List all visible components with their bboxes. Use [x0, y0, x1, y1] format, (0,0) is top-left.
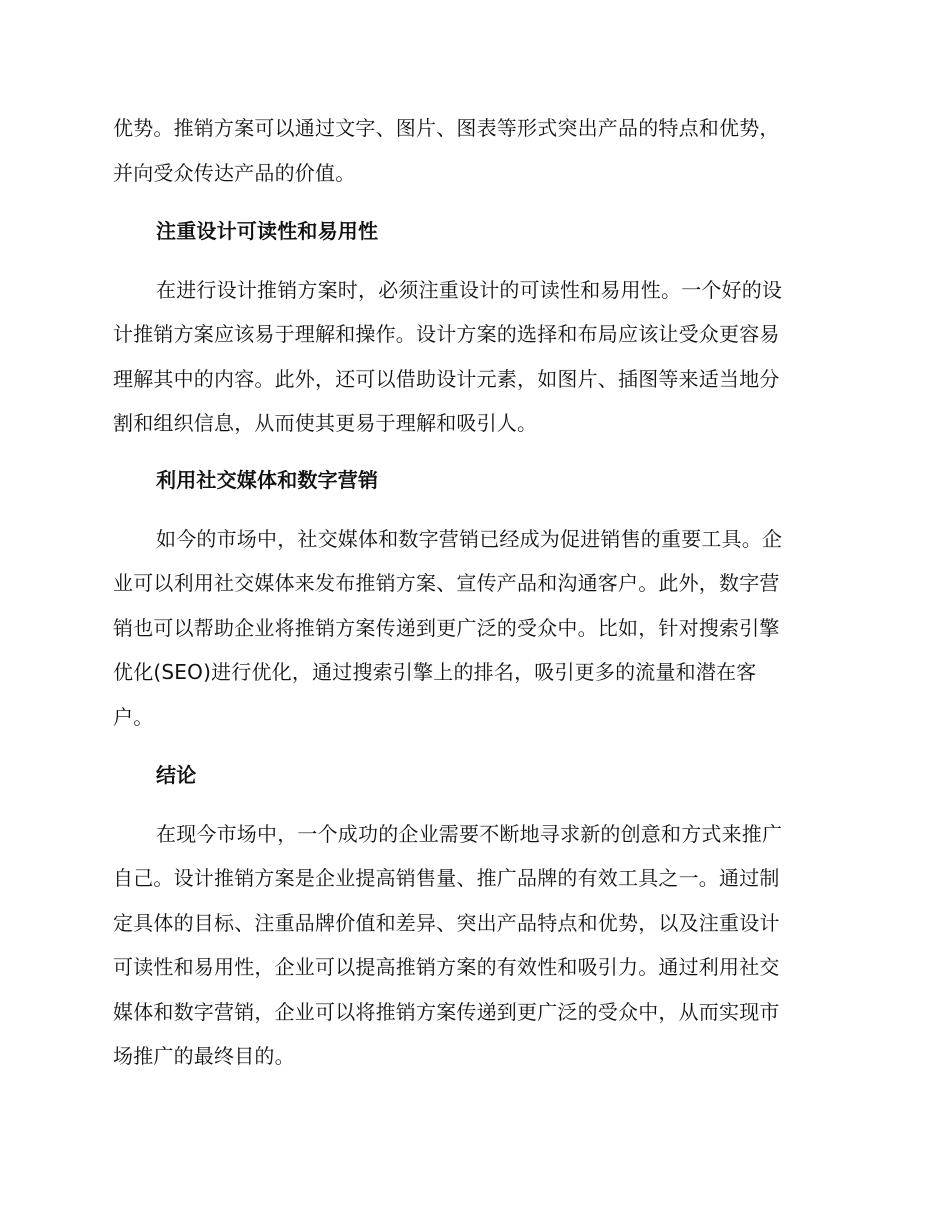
- paragraph-line: 定具体的目标、注重品牌价值和差异、突出产品特点和优势，以及注重设计: [113, 911, 780, 935]
- paragraph-line: 销也可以帮助企业将推销方案传递到更广泛的受众中。比如，针对搜索引擎: [113, 616, 780, 640]
- section-heading-conclusion: 结论: [156, 763, 197, 787]
- paragraph-line: 优化(SEO)进行优化，通过搜索引擎上的排名，吸引更多的流量和潜在客: [113, 660, 757, 684]
- paragraph-line: 在进行设计推销方案时，必须注重设计的可读性和易用性。一个好的设: [156, 278, 783, 302]
- section-heading-readability: 注重设计可读性和易用性: [156, 219, 379, 243]
- paragraph-line: 计推销方案应该易于理解和操作。设计方案的选择和布局应该让受众更容易: [113, 322, 780, 346]
- paragraph-line: 并向受众传达产品的价值。: [113, 161, 356, 185]
- paragraph-line: 理解其中的内容。此外，还可以借助设计元素，如图片、插图等来适当地分: [113, 367, 780, 391]
- paragraph-line: 在现今市场中，一个成功的企业需要不断地寻求新的创意和方式来推广: [156, 822, 783, 846]
- paragraph-line: 场推广的最终目的。: [113, 1044, 295, 1068]
- paragraph-line: 自己。设计推销方案是企业提高销售量、推广品牌的有效工具之一。通过制: [113, 866, 780, 890]
- paragraph-line: 可读性和易用性，企业可以提高推销方案的有效性和吸引力。通过利用社交: [113, 955, 780, 979]
- paragraph-line: 业可以利用社交媒体来发布推销方案、宣传产品和沟通客户。此外，数字营: [113, 571, 780, 595]
- paragraph-line: 户。: [113, 705, 154, 729]
- paragraph-line: 媒体和数字营销，企业可以将推销方案传递到更广泛的受众中，从而实现市: [113, 1000, 780, 1024]
- paragraph-line: 如今的市场中，社交媒体和数字营销已经成为促进销售的重要工具。企: [156, 527, 783, 551]
- section-heading-social: 利用社交媒体和数字营销: [156, 468, 379, 492]
- paragraph-line: 优势。推销方案可以通过文字、图片、图表等形式突出产品的特点和优势，: [113, 116, 780, 140]
- paragraph-line: 割和组织信息，从而使其更易于理解和吸引人。: [113, 411, 538, 435]
